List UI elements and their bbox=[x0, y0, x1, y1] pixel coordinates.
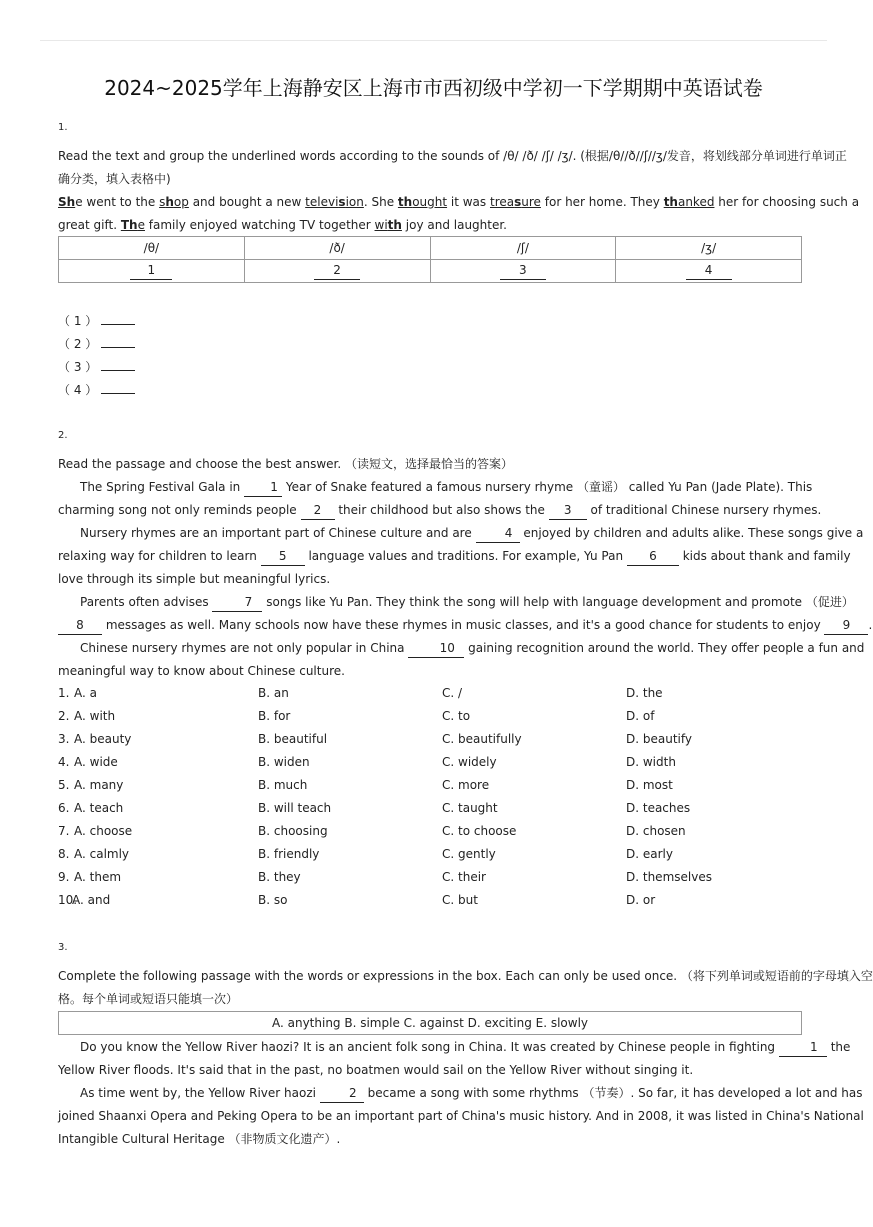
underlined-thought bbox=[398, 195, 447, 209]
underlined-she: Sh bbox=[58, 195, 76, 209]
q2-p2-line-3: love through its simple but meaningful lyrics. bbox=[58, 572, 331, 586]
blank-2[interactable]: 2 bbox=[314, 263, 360, 280]
table-blank-row bbox=[59, 260, 802, 283]
blank-10[interactable]: 10 bbox=[408, 641, 464, 658]
blank-2[interactable]: 2 bbox=[320, 1086, 364, 1103]
text: wi bbox=[374, 218, 388, 232]
question-3-number: 3. bbox=[58, 942, 68, 953]
underlined-television bbox=[305, 195, 364, 209]
blank-1[interactable]: 1 bbox=[244, 480, 282, 497]
text: Th bbox=[120, 218, 138, 232]
table-header-cell: /ð/ bbox=[244, 237, 430, 260]
option-b[interactable]: B. they bbox=[258, 870, 301, 884]
text: her for choosing such a bbox=[714, 195, 860, 209]
text: anked bbox=[677, 195, 715, 209]
option-number: 10. bbox=[58, 893, 78, 907]
q3-p1-line-2: Yellow River floods. It's said that in the past, no boatmen would sail on the Yellow River without singing it. bbox=[58, 1063, 694, 1077]
blank-5[interactable]: 5 bbox=[261, 549, 305, 566]
underlined-shop bbox=[159, 195, 189, 209]
option-a[interactable]: A. calmly bbox=[74, 847, 130, 861]
option-d[interactable]: D. or bbox=[626, 893, 656, 907]
text: joy and laughter. bbox=[401, 218, 507, 232]
text: charming song not only reminds people bbox=[58, 503, 301, 517]
q2-p2-line-2 bbox=[58, 546, 851, 566]
option-number: 7. bbox=[58, 824, 70, 838]
blank-7[interactable]: 7 bbox=[212, 595, 262, 612]
option-a[interactable]: A. choose bbox=[74, 824, 133, 838]
option-number: 2. bbox=[58, 709, 70, 723]
option-number: 8. bbox=[58, 847, 70, 861]
q2-p4-line-1 bbox=[58, 638, 865, 658]
text: h bbox=[165, 195, 174, 209]
blank-1[interactable]: 1 bbox=[130, 263, 172, 280]
option-c[interactable]: C. more bbox=[442, 778, 490, 792]
option-d[interactable]: D. early bbox=[626, 847, 673, 861]
text: their childhood but also shows the bbox=[334, 503, 549, 517]
table-blank-cell[interactable] bbox=[616, 260, 802, 283]
blank-3[interactable]: 3 bbox=[500, 263, 546, 280]
table-blank-cell[interactable] bbox=[59, 260, 245, 283]
answer-label: （ 4 ） bbox=[58, 383, 98, 397]
table-header-row bbox=[59, 237, 802, 260]
text: messages as well. Many schools now have these rhymes in music classes, and it's a good chance for students to enjoy bbox=[102, 618, 825, 632]
q1-instruction-line-2: 确分类，填入表格中) bbox=[58, 172, 171, 186]
underlined-treasure bbox=[490, 195, 541, 209]
option-d[interactable]: D. themselves bbox=[626, 870, 712, 884]
option-c[interactable]: C. gently bbox=[442, 847, 496, 861]
q2-p2-line-1 bbox=[58, 523, 864, 543]
text: kids about thank and family bbox=[678, 549, 851, 563]
text: e bbox=[137, 218, 145, 232]
text: ion bbox=[345, 195, 364, 209]
option-b[interactable]: B. beautiful bbox=[258, 732, 328, 746]
q3-p2-line-1 bbox=[58, 1083, 863, 1103]
blank-1[interactable]: 1 bbox=[779, 1040, 827, 1057]
text: language values and traditions. For example, Yu Pan bbox=[304, 549, 627, 563]
text: went to the bbox=[82, 195, 160, 209]
text: songs like Yu Pan. They think the song will help with language development and promote （促进） bbox=[262, 595, 854, 609]
answer-line-4 bbox=[58, 381, 135, 398]
option-a[interactable]: A. with bbox=[74, 709, 116, 723]
option-a[interactable]: A. and bbox=[72, 893, 111, 907]
q2-p1-line-1 bbox=[58, 477, 813, 497]
option-d[interactable]: D. of bbox=[626, 709, 655, 723]
text: s bbox=[338, 195, 346, 209]
text: th bbox=[663, 195, 678, 209]
q2-p3-line-2 bbox=[58, 615, 873, 635]
option-b[interactable]: B. widen bbox=[258, 755, 310, 769]
text: th bbox=[387, 218, 402, 232]
page-title: 2024~2025学年上海静安区上海市市西初级中学初一下学期期中英语试卷 bbox=[104, 76, 763, 100]
option-b[interactable]: B. choosing bbox=[258, 824, 328, 838]
text: great gift. bbox=[58, 218, 121, 232]
option-c[interactable]: C. beautifully bbox=[442, 732, 522, 746]
option-number: 6. bbox=[58, 801, 70, 815]
text: and bought a new bbox=[188, 195, 306, 209]
text: s bbox=[514, 195, 522, 209]
q3-instruction-line-2: 格。每个单词或短语只能填一次） bbox=[58, 992, 239, 1006]
text: trea bbox=[489, 195, 515, 209]
option-d[interactable]: D. teaches bbox=[626, 801, 691, 815]
option-c[interactable]: C. to bbox=[442, 709, 471, 723]
table-header-cell: /ʃ/ bbox=[430, 237, 616, 260]
q3-p1-line-1 bbox=[58, 1037, 851, 1057]
q2-instruction: Read the passage and choose the best answer. （读短文，选择最恰当的答案） bbox=[58, 457, 513, 471]
text: became a song with some rhythms （节奏）. So far, it has developed a lot and has bbox=[363, 1086, 863, 1100]
option-number: 1. bbox=[58, 686, 70, 700]
option-d[interactable]: D. beautify bbox=[626, 732, 692, 746]
text: s bbox=[159, 195, 166, 209]
table-blank-cell[interactable] bbox=[244, 260, 430, 283]
option-number: 3. bbox=[58, 732, 70, 746]
answer-line-1 bbox=[58, 312, 135, 329]
option-a[interactable]: A. beauty bbox=[74, 732, 132, 746]
blank-4[interactable]: 4 bbox=[686, 263, 732, 280]
option-c[interactable]: C. their bbox=[442, 870, 486, 884]
question-1-number: 1. bbox=[58, 122, 68, 133]
option-d[interactable]: D. the bbox=[626, 686, 663, 700]
text: of traditional Chinese nursery rhymes. bbox=[586, 503, 822, 517]
q1-instruction-line-1: Read the text and group the underlined words according to the sounds of /θ/ /ð/ /ʃ/ /ʒ/. (根据/θ//ð//ʃ//ʒ/发音，将划线部分单词进行单词正 bbox=[58, 149, 847, 163]
q1-passage-line-2 bbox=[58, 215, 810, 235]
q2-p1-line-2 bbox=[58, 500, 822, 520]
text: ought bbox=[412, 195, 448, 209]
text: the bbox=[826, 1040, 851, 1054]
q3-instruction-line-1: Complete the following passage with the words or expressions in the box. Each can only be used once. （将下列单词或短语前的字母填入空 bbox=[58, 969, 873, 983]
text: As time went by, the Yellow River haozi bbox=[80, 1086, 320, 1100]
text: relaxing way for children to learn bbox=[58, 549, 261, 563]
option-c[interactable]: C. but bbox=[442, 893, 478, 907]
underlined-thanked bbox=[664, 195, 715, 209]
option-a[interactable]: A. a bbox=[74, 686, 97, 700]
option-c[interactable]: C. widely bbox=[442, 755, 497, 769]
option-c[interactable]: C. taught bbox=[442, 801, 498, 815]
text: ure bbox=[521, 195, 541, 209]
text: televi bbox=[305, 195, 339, 209]
option-b[interactable]: B. for bbox=[258, 709, 291, 723]
q1-passage-line-1 bbox=[58, 192, 860, 212]
option-b[interactable]: B. an bbox=[258, 686, 289, 700]
underlined-the bbox=[121, 218, 145, 232]
text: Chinese nursery rhymes are not only popular in China bbox=[80, 641, 409, 655]
answer-line-3 bbox=[58, 358, 135, 375]
table-header-cell: /ʒ/ bbox=[616, 237, 802, 260]
option-a[interactable]: A. teach bbox=[74, 801, 124, 815]
option-d[interactable]: D. chosen bbox=[626, 824, 686, 838]
answer-label: （ 2 ） bbox=[58, 337, 98, 351]
option-number: 4. bbox=[58, 755, 70, 769]
text: enjoyed by children and adults alike. These songs give a bbox=[519, 526, 864, 540]
q3-p2-line-2: joined Shaanxi Opera and Peking Opera to be an important part of China's music history. And in 2008, it was listed in China's National bbox=[58, 1109, 864, 1123]
answer-blank[interactable] bbox=[101, 369, 135, 371]
text: Nursery rhymes are an important part of Chinese culture and are bbox=[80, 526, 476, 540]
answer-line-2 bbox=[58, 335, 135, 352]
option-d[interactable]: D. width bbox=[626, 755, 676, 769]
q2-p4-line-2: meaningful way to know about Chinese culture. bbox=[58, 664, 345, 678]
answer-label: （ 1 ） bbox=[58, 314, 98, 328]
option-c[interactable]: C. / bbox=[442, 686, 463, 700]
option-b[interactable]: B. so bbox=[258, 893, 288, 907]
option-a[interactable]: A. many bbox=[74, 778, 124, 792]
q2-p3-line-1 bbox=[58, 592, 854, 612]
table-header-cell: /θ/ bbox=[59, 237, 245, 260]
question-2-number: 2. bbox=[58, 430, 68, 441]
text: . bbox=[868, 618, 873, 632]
answer-blank[interactable] bbox=[101, 346, 135, 348]
text: gaining recognition around the world. They offer people a fun and bbox=[464, 641, 865, 655]
text: for her home. They bbox=[540, 195, 664, 209]
blank-3[interactable]: 3 bbox=[549, 503, 587, 520]
option-b[interactable]: B. much bbox=[258, 778, 308, 792]
blank-8[interactable]: 8 bbox=[58, 618, 102, 635]
text: Parents often advises bbox=[80, 595, 213, 609]
top-divider bbox=[40, 40, 827, 41]
option-c[interactable]: C. to choose bbox=[442, 824, 517, 838]
text: e bbox=[75, 195, 83, 209]
option-b[interactable]: B. will teach bbox=[258, 801, 332, 815]
word-box: A. anything B. simple C. against D. exciting E. slowly bbox=[58, 1011, 802, 1035]
answer-blank[interactable] bbox=[101, 392, 135, 394]
underlined-with bbox=[375, 218, 402, 232]
option-d[interactable]: D. most bbox=[626, 778, 673, 792]
option-number: 5. bbox=[58, 778, 70, 792]
answer-label: （ 3 ） bbox=[58, 360, 98, 374]
text: . She bbox=[363, 195, 398, 209]
table-blank-cell[interactable] bbox=[430, 260, 616, 283]
text: family enjoyed watching TV together bbox=[144, 218, 375, 232]
text: th bbox=[397, 195, 413, 209]
q3-p2-line-3: Intangible Cultural Heritage （非物质文化遗产）. bbox=[58, 1132, 341, 1146]
blank-6[interactable]: 6 bbox=[627, 549, 679, 566]
text: it was bbox=[447, 195, 490, 209]
sound-table bbox=[58, 236, 802, 283]
text: The Spring Festival Gala in bbox=[80, 480, 245, 494]
option-number: 9. bbox=[58, 870, 70, 884]
option-a[interactable]: A. them bbox=[74, 870, 122, 884]
text: Do you know the Yellow River haozi? It is an ancient folk song in China. It was created by Chinese people in fighting bbox=[80, 1040, 779, 1054]
blank-9[interactable]: 9 bbox=[824, 618, 868, 635]
blank-4[interactable]: 4 bbox=[476, 526, 520, 543]
option-b[interactable]: B. friendly bbox=[258, 847, 320, 861]
option-a[interactable]: A. wide bbox=[74, 755, 118, 769]
text: op bbox=[173, 195, 189, 209]
text: Year of Snake featured a famous nursery rhyme （童谣） called Yu Pan (Jade Plate). This bbox=[282, 480, 813, 494]
blank-2[interactable]: 2 bbox=[301, 503, 335, 520]
answer-blank[interactable] bbox=[101, 323, 135, 325]
